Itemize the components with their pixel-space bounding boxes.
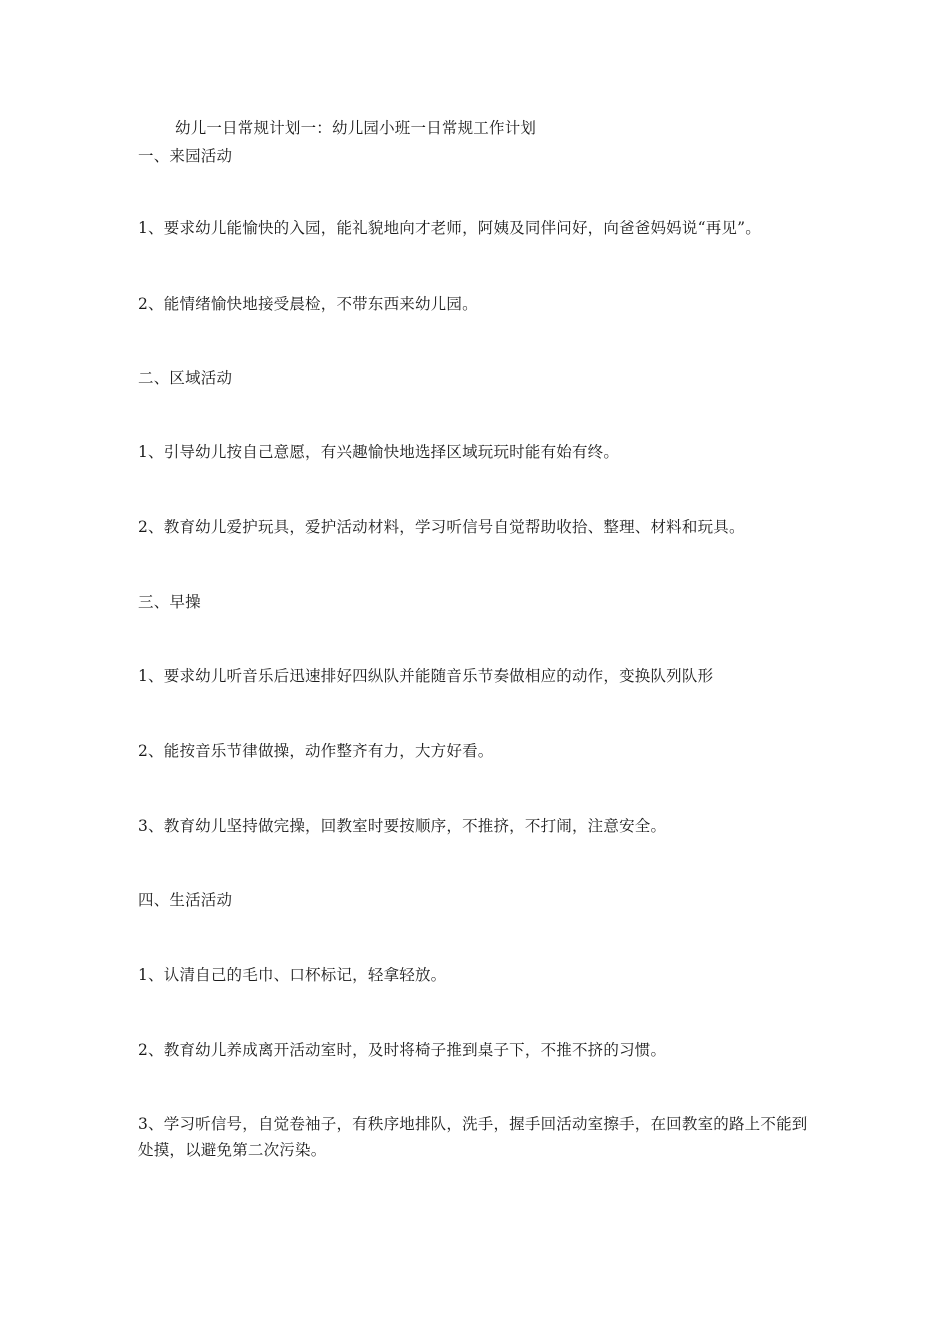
section-heading-area-activities: 二、区域活动 bbox=[138, 369, 233, 387]
paragraph: 2、能按音乐节律做操，动作整齐有力，大方好看。 bbox=[138, 742, 494, 760]
paragraph: 2、教育幼儿养成离开活动室时，及时将椅子推到桌子下，不推不挤的习惯。 bbox=[138, 1041, 667, 1059]
section-heading-arrival: 一、来园活动 bbox=[138, 147, 233, 165]
paragraph: 2、能情绪愉快地接受晨检，不带东西来幼儿园。 bbox=[138, 295, 478, 313]
paragraph: 3、学习听信号，自觉卷袖子，有秩序地排队，洗手，握手回活动室擦手，在回教室的路上不能到处摸，以避免第二次污染。 bbox=[138, 1115, 808, 1159]
paragraph: 3、教育幼儿坚持做完操，回教室时要按顺序，不推挤，不打闹，注意安全。 bbox=[138, 817, 667, 835]
section-heading-morning-exercise: 三、早操 bbox=[138, 593, 201, 611]
paragraph: 1、引导幼儿按自己意愿，有兴趣愉快地选择区域玩玩时能有始有终。 bbox=[138, 443, 620, 461]
document-title: 幼儿一日常规计划一：幼儿园小班一日常规工作计划 bbox=[175, 119, 537, 137]
paragraph: 2、教育幼儿爱护玩具，爱护活动材料，学习听信号自觉帮助收拾、整理、材料和玩具。 bbox=[138, 518, 745, 536]
section-heading-daily-life: 四、生活活动 bbox=[138, 891, 233, 909]
paragraph: 1、要求幼儿能愉快的入园，能礼貌地向才老师，阿姨及同伴问好，向爸爸妈妈说“再见”。 bbox=[138, 219, 761, 237]
paragraph: 1、认清自己的毛巾、口杯标记，轻拿轻放。 bbox=[138, 966, 447, 984]
paragraph: 1、要求幼儿听音乐后迅速排好四纵队并能随音乐节奏做相应的动作，变换队列队形 bbox=[138, 667, 714, 685]
